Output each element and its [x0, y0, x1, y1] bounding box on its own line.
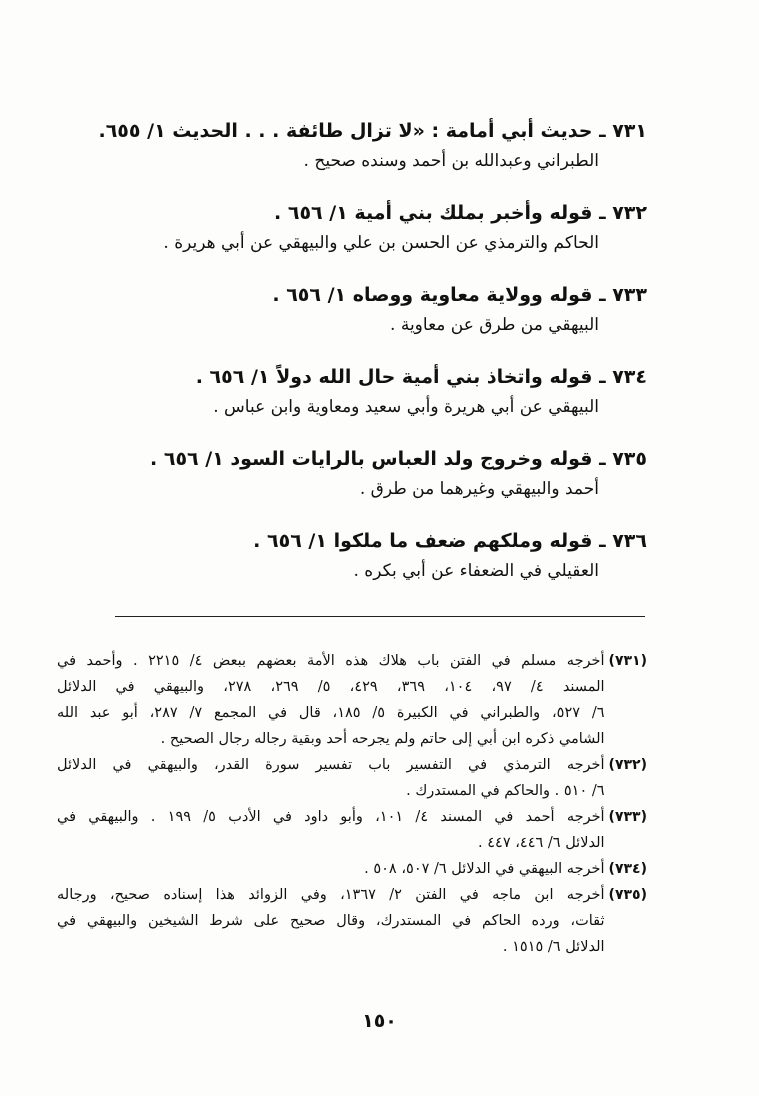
entry-title: ٧٣٦ ـ قوله وملكهم ضعف ما ملكوا ١/ ٦٥٦ .: [253, 530, 647, 552]
footnote-line: أخرجه البيهقي في الدلائل ٦/ ٥٠٧، ٥٠٨ .: [364, 861, 605, 877]
entry-736: [87, 526, 647, 586]
footnote-line: ثقات، ورده الحاكم في المستدرك، وقال صحيح على شرط الشيخين والبيهقي في: [57, 913, 605, 929]
footnote-separator: [115, 616, 645, 617]
footnote-733: [57, 804, 647, 856]
entry-title: ٧٣٣ ـ قوله وولاية معاوية ووصاه ١/ ٦٥٦ .: [272, 284, 647, 306]
entry-title: ٧٣٥ ـ قوله وخروج ولد العباس بالرايات السود ١/ ٦٥٦ .: [150, 448, 647, 470]
entry-body: العقيلي في الضعفاء عن أبي بكره .: [353, 561, 599, 581]
footnote-line: الشامي ذكره ابن أبي إلى حاتم ولم يجرحه أحد وبقية رجاله رجال الصحيح .: [160, 731, 605, 747]
entry-title: ٧٣٤ ـ قوله واتخاذ بني أمية حال الله دولاً ١/ ٦٥٦ .: [195, 366, 647, 388]
entry-title: ٧٣١ ـ حديث أبي أمامة : «لا تزال طائفة . . . الحديث ١/ ٦٥٥.: [98, 120, 647, 142]
footnote-732: [57, 752, 647, 804]
footnote-731: [57, 648, 647, 752]
page-number: ١٥٠: [362, 1010, 397, 1032]
entry-body: الطبراني وعبدالله بن أحمد وسنده صحيح .: [303, 151, 599, 171]
entry-733: [87, 280, 647, 340]
footnote-text: [57, 882, 605, 960]
footnote-line: ٦/ ٥٢٧، والطبراني في الكبيرة ٥/ ١٨٥، قال في المجمع ٧/ ٢٨٧، أبو عبد الله: [57, 705, 605, 721]
entry-title: ٧٣٢ ـ قوله وأخبر بملك بني أمية ١/ ٦٥٦ .: [274, 202, 647, 224]
entry-body: الحاكم والترمذي عن الحسن بن علي والبيهقي عن أبي هريرة .: [163, 233, 599, 253]
footnote-line: أخرجه أحمد في المسند ٤/ ١٠١، وأبو داود في الأدب ٥/ ١٩٩ . والبيهقي في: [57, 809, 605, 825]
footnote-number: (٧٣١): [608, 653, 647, 669]
footnote-line: الدلائل ٦/ ٤٤٦، ٤٤٧ .: [478, 835, 605, 851]
entry-731: [87, 116, 647, 176]
footnotes: [57, 648, 647, 960]
footnote-number: (٧٣٤): [608, 861, 647, 877]
entry-732: [87, 198, 647, 258]
footnote-line: المسند ٤/ ٩٧، ١٠٤، ٣٦٩، ٤٢٩، ٥/ ٢٦٩، ٢٧٨، والبيهقي في الدلائل: [57, 679, 605, 695]
footnote-735: [57, 882, 647, 960]
footnote-line: أخرجه الترمذي في التفسير باب تفسير سورة القدر، والبيهقي في الدلائل: [57, 757, 605, 773]
footnote-734: [57, 856, 647, 882]
footnote-number: (٧٣٣): [608, 809, 647, 825]
footnote-text: [57, 648, 605, 752]
hadith-entries: [87, 116, 647, 608]
entry-body: أحمد والبيهقي وغيرهما من طرق .: [359, 479, 599, 499]
footnote-line: ٦/ ٥١٠ . والحاكم في المستدرك .: [406, 783, 605, 799]
entry-body: البيهقي من طرق عن معاوية .: [390, 315, 599, 335]
entry-735: [87, 444, 647, 504]
footnote-line: الدلائل ٦/ ١٥١٥ .: [502, 939, 605, 955]
footnote-text: [57, 752, 605, 804]
footnote-line: أخرجه مسلم في الفتن باب هلاك هذه الأمة بعضهم ببعض ٤/ ٢٢١٥ . وأحمد في: [57, 653, 605, 669]
footnote-text: [57, 856, 605, 882]
footnote-text: [57, 804, 605, 856]
entry-734: [87, 362, 647, 422]
entry-body: البيهقي عن أبي هريرة وأبي سعيد ومعاوية وابن عباس .: [213, 397, 599, 417]
footnote-number: (٧٣٢): [608, 757, 647, 773]
footnote-number: (٧٣٥): [608, 887, 647, 903]
footnote-line: أخرجه ابن ماجه في الفتن ٢/ ١٣٦٧، وفي الزوائد هذا إسناده صحيح، ورجاله: [57, 887, 605, 903]
